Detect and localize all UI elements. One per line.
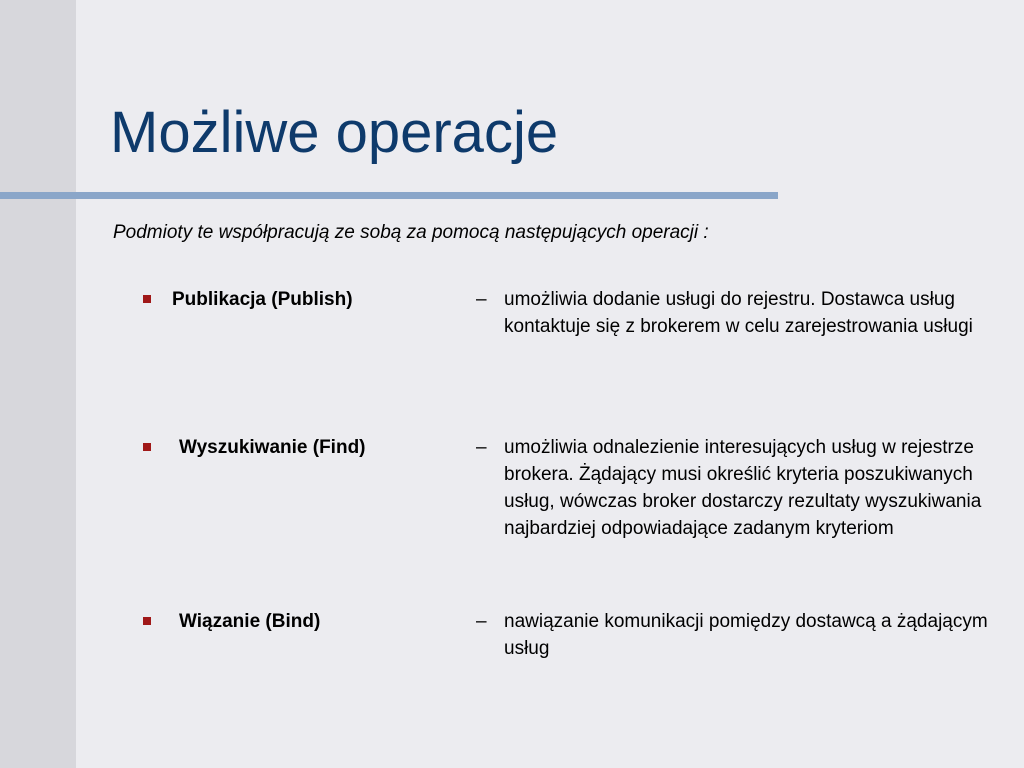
square-bullet-icon bbox=[143, 443, 151, 451]
operation-item-find bbox=[143, 434, 1003, 569]
left-decorative-band bbox=[0, 0, 76, 768]
operation-name: Wiązanie (Bind) bbox=[179, 611, 321, 632]
intro-text: Podmioty te współpracują ze sobą za pomocą następujących operacji : bbox=[113, 222, 709, 243]
dash-separator: – bbox=[476, 289, 487, 310]
operation-name: Wyszukiwanie (Find) bbox=[179, 437, 366, 458]
square-bullet-icon bbox=[143, 617, 151, 625]
operation-item-bind bbox=[143, 608, 1003, 662]
operation-description: umożliwia odnalezienie interesujących usług w rejestrze brokera. Żądający musi określić kryteria poszukiwanych usług, wówczas broker dostarczy rezultaty wyszukiwania najbardziej odpowiadające zadanym kryteriom bbox=[504, 437, 982, 539]
operation-name: Publikacja (Publish) bbox=[172, 289, 353, 310]
title-underline-rule bbox=[0, 192, 778, 199]
dash-separator: – bbox=[476, 611, 487, 632]
square-bullet-icon bbox=[143, 295, 151, 303]
operation-description: umożliwia dodanie usługi do rejestru. Dostawca usług kontaktuje się z brokerem w celu zarejestrowania usługi bbox=[504, 289, 973, 337]
operation-item-publish bbox=[143, 286, 1003, 367]
dash-separator: – bbox=[476, 437, 487, 458]
slide-title: Możliwe operacje bbox=[110, 100, 559, 165]
operation-description: nawiązanie komunikacji pomiędzy dostawcą a żądającym usług bbox=[504, 611, 988, 659]
